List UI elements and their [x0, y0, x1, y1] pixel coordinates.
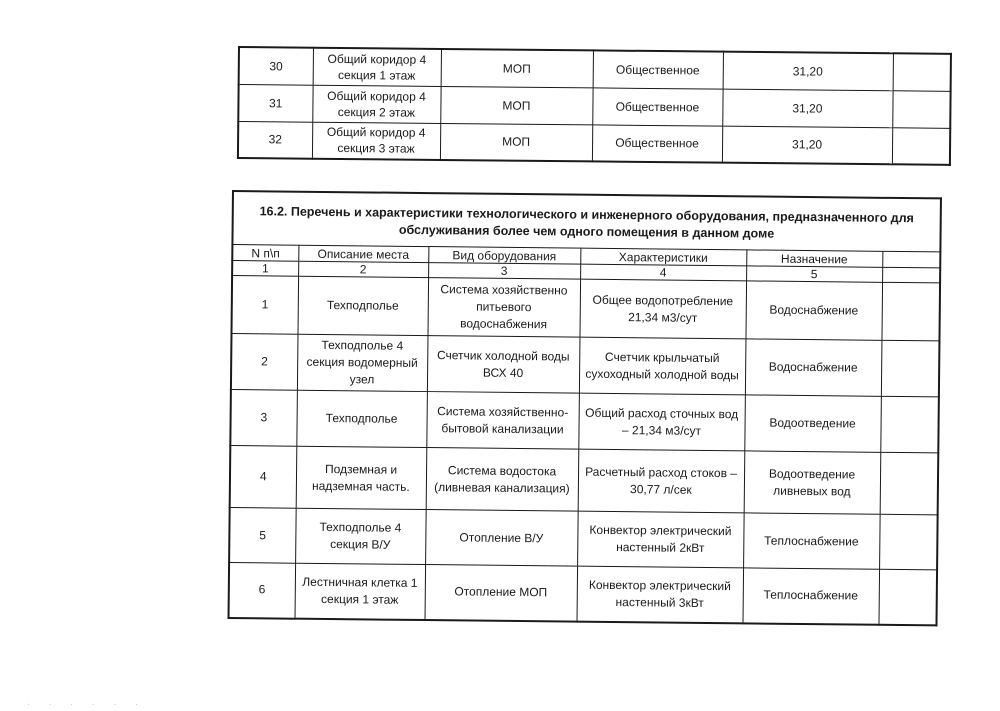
- scan-noise: · · · · · ·: [26, 700, 145, 709]
- empty-cell: [892, 127, 950, 165]
- row-number: 4: [230, 445, 297, 508]
- equipment-type: Отопление МОП: [425, 565, 578, 622]
- header-number: N п\п: [232, 245, 298, 262]
- premises-type: МОП: [441, 49, 593, 87]
- column-number: 3: [428, 263, 580, 280]
- column-number: 1: [232, 261, 298, 277]
- empty-cell: [879, 514, 938, 570]
- premises-purpose: Общественное: [593, 50, 723, 88]
- column-number: 4: [580, 264, 746, 281]
- premises-area: 31,20: [722, 126, 892, 165]
- empty-cell: [893, 53, 951, 91]
- premises-purpose: Общественное: [592, 124, 722, 162]
- place-description: Техподполье 4 секция водомерный узел: [297, 334, 428, 391]
- purpose: Теплоснабжение: [743, 513, 880, 569]
- column-number: 5: [746, 266, 882, 282]
- place-description: Техподполье: [297, 276, 428, 335]
- title-row: [232, 191, 941, 252]
- place-description: Лестничная клетка 1 секция 1 этаж: [295, 563, 426, 619]
- purpose: Водоотведение: [744, 395, 881, 452]
- characteristics: Расчетный расход стоков – 30,77 л/сек: [578, 449, 745, 513]
- table-row: [229, 507, 938, 569]
- row-number: 6: [229, 562, 296, 618]
- empty-cell: [892, 90, 950, 128]
- characteristics: Счетчик крыльчатый сухоходный холодной воды: [579, 337, 746, 395]
- characteristics: Конвектор электрический настенный 2кВт: [577, 511, 744, 568]
- table-row: [231, 334, 940, 397]
- empty-cell: [880, 396, 939, 453]
- row-number: 30: [239, 47, 313, 85]
- premises-area: 31,20: [722, 89, 892, 128]
- purpose: Водоснабжение: [745, 281, 882, 340]
- equipment-type: Отопление В/У: [425, 510, 578, 567]
- purpose: Теплоснабжение: [742, 568, 879, 624]
- characteristics: Общее водопотребление 21,34 м3/сут: [579, 279, 746, 339]
- place-description: Общий коридор 4 секция 1 этаж: [313, 48, 441, 86]
- table-row: [231, 276, 940, 341]
- place-description: Техподполье: [296, 390, 427, 447]
- column-number-empty: [882, 267, 940, 283]
- empty-cell: [881, 282, 940, 341]
- empty-cell: [881, 340, 940, 397]
- row-number: 3: [230, 389, 297, 446]
- premises-table-continuation: [237, 46, 952, 166]
- table-row: [230, 445, 939, 514]
- premises-type: МОП: [440, 123, 592, 161]
- row-number: 31: [238, 84, 312, 122]
- row-number: 32: [238, 121, 312, 159]
- premises-area: 31,20: [723, 52, 893, 91]
- premises-purpose: Общественное: [592, 87, 722, 125]
- column-number: 2: [298, 261, 428, 277]
- purpose: Водоснабжение: [745, 339, 882, 396]
- equipment-type: Счетчик холодной воды ВСХ 40: [427, 336, 580, 394]
- empty-cell: [880, 452, 939, 515]
- header-place: Описание места: [298, 245, 428, 262]
- table-title: 16.2. Перечень и характеристики технологического и инженерного оборудования, предназначенного для обслуживания более чем одного помещения в данном доме: [232, 191, 941, 252]
- equipment-table: [228, 190, 942, 626]
- header-equipment: Вид оборудования: [428, 247, 580, 265]
- place-description: Общий коридор 4 секция 2 этаж: [312, 85, 440, 123]
- table-row: [229, 562, 938, 624]
- row-number: 5: [229, 507, 296, 563]
- row-number: 2: [231, 334, 298, 391]
- header-characteristics: Характеристики: [580, 248, 746, 266]
- purpose: Водоотведение ливневых вод: [744, 451, 881, 514]
- equipment-type: Система водостока (ливневая канализация): [426, 448, 579, 512]
- place-description: Техподполье 4 секция В/У: [295, 508, 426, 564]
- place-description: Общий коридор 4 секция 3 этаж: [312, 122, 440, 160]
- empty-cell: [878, 569, 937, 625]
- characteristics: Конвектор электрический настенный 3кВт: [577, 566, 744, 623]
- row-number: 1: [231, 276, 298, 335]
- equipment-type: Система хозяйственно питьевого водоснабжения: [427, 278, 580, 338]
- header-empty: [882, 251, 940, 268]
- premises-type: МОП: [440, 86, 592, 124]
- header-purpose: Назначение: [746, 250, 882, 267]
- equipment-type: Система хозяйственно-бытовой канализации: [426, 392, 579, 450]
- table-row: [230, 389, 939, 452]
- place-description: Подземная и надземная часть.: [296, 446, 427, 509]
- characteristics: Общий расход сточных вод – 21,34 м3/сут: [578, 393, 745, 451]
- table-row: [238, 121, 950, 165]
